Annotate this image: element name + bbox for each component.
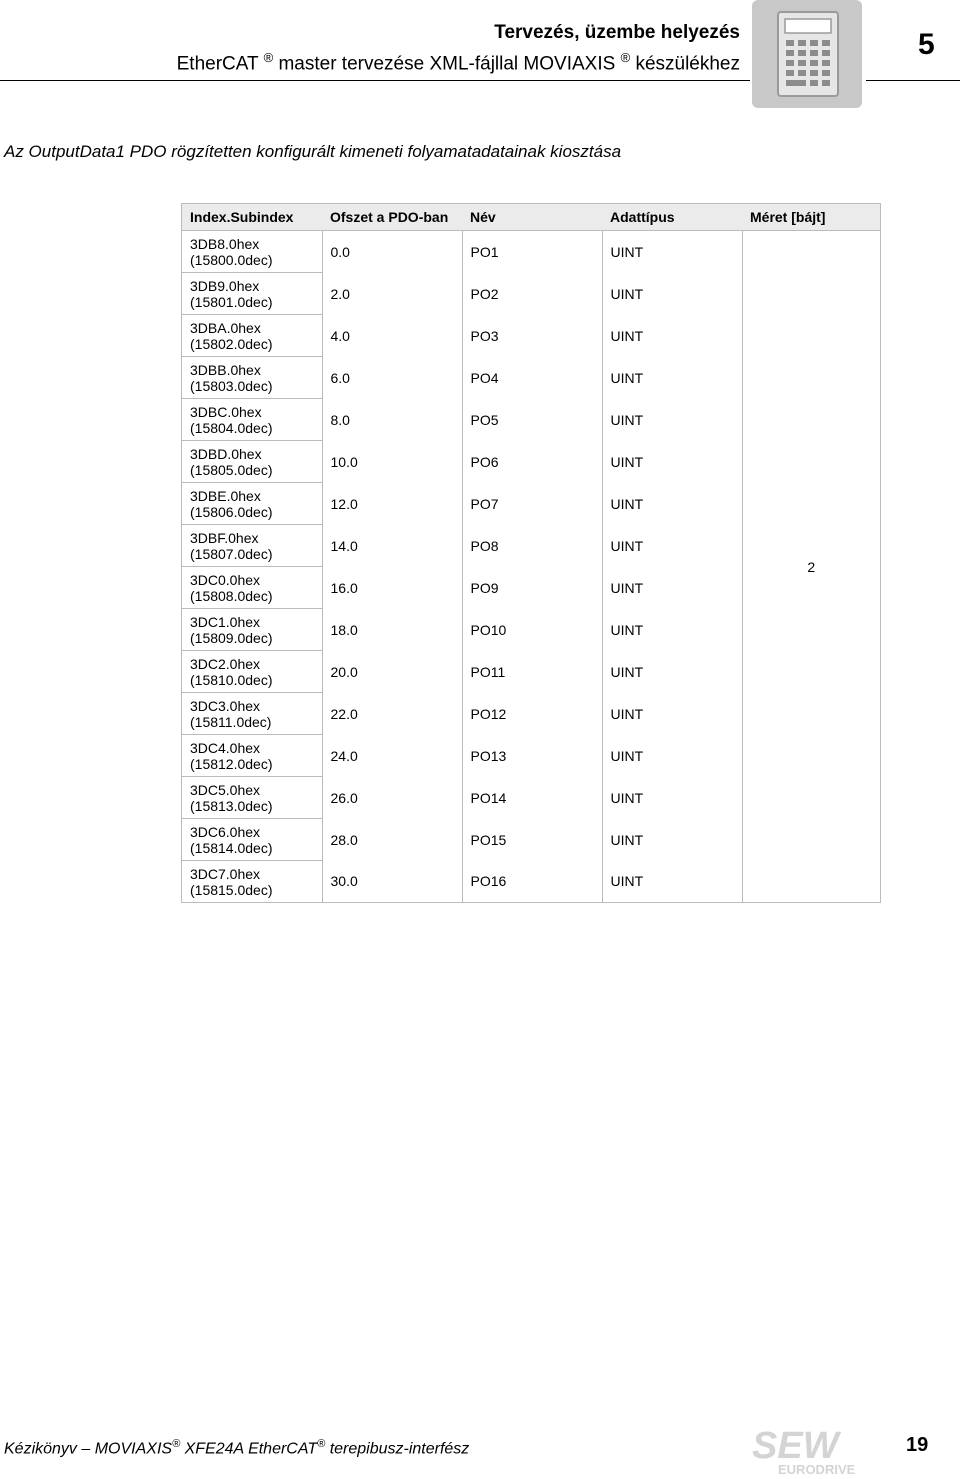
chapter-subtitle — [177, 46, 740, 76]
column-header-type: Adattípus — [602, 204, 742, 231]
cell-offset: 8.0 — [322, 399, 462, 441]
cell-type: UINT — [602, 525, 742, 567]
index-dec: (15809.0dec) — [190, 629, 273, 646]
column-header-offset: Ofszet a PDO-ban — [322, 204, 462, 231]
chapter-title: Tervezés, üzembe helyezés — [494, 22, 740, 43]
index-hex: 3DC6.0hex — [190, 823, 261, 840]
index-hex: 3DC5.0hex — [190, 781, 261, 798]
cell-offset: 30.0 — [322, 861, 462, 903]
cell-name: PO5 — [462, 399, 602, 441]
cell-offset: 24.0 — [322, 735, 462, 777]
index-hex: 3DB9.0hex — [190, 277, 260, 294]
sew-eurodrive-logo — [750, 1424, 862, 1476]
cell-type: UINT — [602, 777, 742, 819]
cell-type: UINT — [602, 609, 742, 651]
cell-offset: 14.0 — [322, 525, 462, 567]
footer-part-2: XFE24A EtherCAT — [184, 1440, 318, 1458]
pdo-table — [181, 203, 881, 903]
cell-name: PO16 — [462, 861, 602, 903]
index-dec: (15807.0dec) — [190, 545, 273, 562]
cell-name: PO12 — [462, 693, 602, 735]
cell-name: PO9 — [462, 567, 602, 609]
cell-offset: 2.0 — [322, 273, 462, 315]
index-hex: 3DBC.0hex — [190, 403, 262, 420]
index-dec: (15808.0dec) — [190, 587, 273, 604]
cell-index — [182, 273, 323, 315]
column-header-name: Név — [462, 204, 602, 231]
header-rule — [0, 80, 750, 81]
index-dec: (15801.0dec) — [190, 293, 273, 310]
index-dec: (15812.0dec) — [190, 755, 273, 772]
index-hex: 3DBB.0hex — [190, 361, 261, 378]
index-dec: (15800.0dec) — [190, 251, 273, 268]
footer-part-1: Kézikönyv – MOVIAXIS — [4, 1440, 173, 1458]
cell-offset: 0.0 — [322, 231, 462, 273]
column-header-index: Index.Subindex — [182, 204, 323, 231]
cell-index — [182, 651, 323, 693]
index-hex: 3DC4.0hex — [190, 739, 261, 756]
cell-type: UINT — [602, 819, 742, 861]
index-dec: (15815.0dec) — [190, 881, 273, 898]
cell-name: PO3 — [462, 315, 602, 357]
index-dec: (15804.0dec) — [190, 419, 273, 436]
index-hex: 3DBA.0hex — [190, 319, 261, 336]
cell-index — [182, 567, 323, 609]
cell-name: PO8 — [462, 525, 602, 567]
cell-type: UINT — [602, 483, 742, 525]
cell-name: PO2 — [462, 273, 602, 315]
cell-index — [182, 399, 323, 441]
cell-index — [182, 819, 323, 861]
cell-index — [182, 231, 323, 273]
cell-name: PO4 — [462, 357, 602, 399]
cell-type: UINT — [602, 735, 742, 777]
index-hex: 3DBD.0hex — [190, 445, 262, 462]
index-dec: (15811.0dec) — [190, 713, 272, 730]
subtitle-part-2: master tervezése XML-fájllal MOVIAXIS — [278, 53, 616, 75]
section-heading: Az OutputData1 PDO rögzítetten konfigurált kimeneti folyamatadatainak kiosztása — [4, 142, 622, 161]
cell-offset: 20.0 — [322, 651, 462, 693]
column-header-size: Méret [bájt] — [742, 204, 881, 231]
cell-type: UINT — [602, 693, 742, 735]
index-hex: 3DC2.0hex — [190, 655, 261, 672]
cell-type: UINT — [602, 861, 742, 903]
cell-type: UINT — [602, 273, 742, 315]
footer-part-3: terepibusz-interfész — [329, 1440, 470, 1458]
subtitle-part-1: EtherCAT — [176, 53, 259, 75]
cell-type: UINT — [602, 231, 742, 273]
cell-type: UINT — [602, 651, 742, 693]
index-hex: 3DC3.0hex — [190, 697, 261, 714]
cell-index — [182, 861, 323, 903]
cell-index — [182, 441, 323, 483]
cell-offset: 6.0 — [322, 357, 462, 399]
cell-name: PO6 — [462, 441, 602, 483]
cell-name: PO13 — [462, 735, 602, 777]
chapter-number: 5 — [918, 28, 935, 61]
index-hex: 3DBF.0hex — [190, 529, 259, 546]
cell-name: PO1 — [462, 231, 602, 273]
cell-offset: 22.0 — [322, 693, 462, 735]
cell-name: PO7 — [462, 483, 602, 525]
subtitle-part-3: készülékhez — [635, 53, 740, 75]
header-rule — [866, 80, 960, 81]
cell-name: PO10 — [462, 609, 602, 651]
page-number: 19 — [906, 1434, 929, 1456]
cell-name: PO15 — [462, 819, 602, 861]
cell-index — [182, 357, 323, 399]
cell-name: PO14 — [462, 777, 602, 819]
cell-offset: 18.0 — [322, 609, 462, 651]
cell-offset: 4.0 — [322, 315, 462, 357]
index-hex: 3DB8.0hex — [190, 235, 260, 252]
index-dec: (15805.0dec) — [190, 461, 273, 478]
index-hex: 3DC1.0hex — [190, 613, 261, 630]
logo-subtext: EURODRIVE — [778, 1462, 856, 1476]
calculator-icon — [752, 0, 862, 108]
table-row — [182, 231, 881, 273]
index-hex: 3DBE.0hex — [190, 487, 261, 504]
cell-offset: 12.0 — [322, 483, 462, 525]
footer-manual-title — [4, 1438, 469, 1458]
cell-name: PO11 — [462, 651, 602, 693]
cell-index — [182, 315, 323, 357]
cell-offset: 26.0 — [322, 777, 462, 819]
cell-type: UINT — [602, 399, 742, 441]
cell-index — [182, 483, 323, 525]
cell-offset: 28.0 — [322, 819, 462, 861]
cell-type: UINT — [602, 315, 742, 357]
cell-index — [182, 693, 323, 735]
page-header-title — [177, 22, 740, 76]
cell-index — [182, 525, 323, 567]
registered-mark: ® — [172, 1438, 181, 1450]
cell-type: UINT — [602, 357, 742, 399]
cell-index — [182, 735, 323, 777]
cell-offset: 16.0 — [322, 567, 462, 609]
index-dec: (15814.0dec) — [190, 839, 273, 856]
index-dec: (15802.0dec) — [190, 335, 273, 352]
index-dec: (15806.0dec) — [190, 503, 273, 520]
cell-type: UINT — [602, 441, 742, 483]
cell-index — [182, 777, 323, 819]
index-hex: 3DC7.0hex — [190, 865, 261, 882]
logo-text: SEW — [752, 1425, 839, 1467]
index-dec: (15810.0dec) — [190, 671, 273, 688]
index-dec: (15803.0dec) — [190, 377, 273, 394]
registered-mark: ® — [317, 1438, 326, 1450]
table-header-row — [182, 204, 881, 231]
index-hex: 3DC0.0hex — [190, 571, 261, 588]
cell-index — [182, 609, 323, 651]
registered-mark: ® — [263, 50, 274, 65]
registered-mark: ® — [620, 50, 631, 65]
cell-size: 2 — [742, 231, 881, 903]
cell-type: UINT — [602, 567, 742, 609]
index-dec: (15813.0dec) — [190, 797, 273, 814]
cell-offset: 10.0 — [322, 441, 462, 483]
